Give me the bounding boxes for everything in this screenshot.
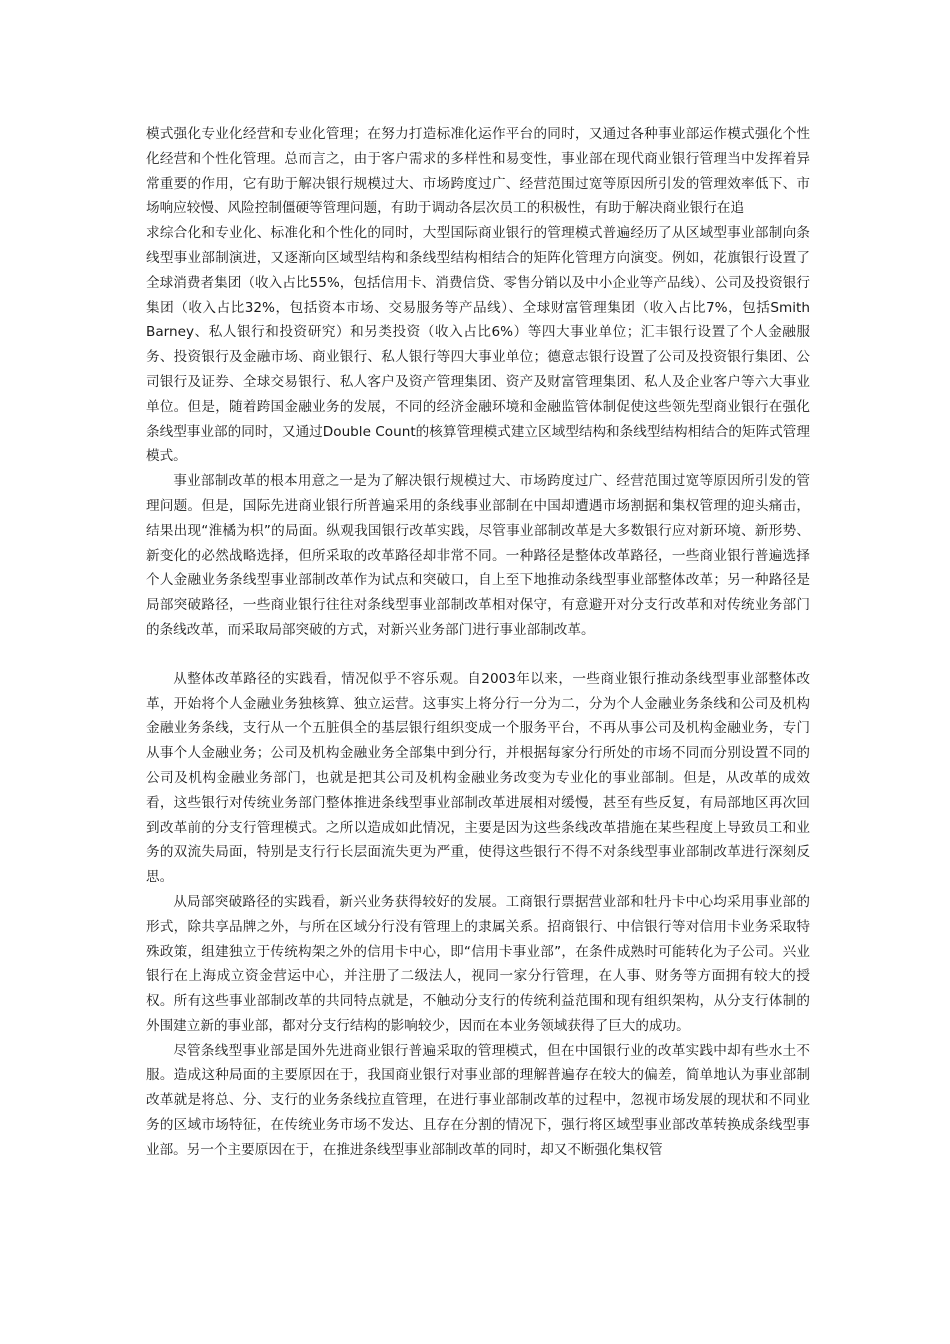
paragraph-5: 从局部突破路径的实践看，新兴业务获得较好的发展。工商银行票据营业部和牡丹卡中心均采用事业部的形式，除共享品牌之外，与所在区域分行没有管理上的隶属关系。招商银行、中信银行等对信用卡业务采取特殊政策，组建独立于传统构架之外的信用卡中心，即“信用卡事业部”，在条件成熟时可能转化为子公司。兴业银行在上海成立资金营运中心，并注册了二级法人，视同一家分行管理，在人事、财务等方面拥有较大的授权。所有这些事业部制改革的共同特点就是，不触动分支行的传统利益范围和现有组织架构，从分支行体制的外围建立新的事业部，都对分支行结构的影响较少，因而在本业务领域获得了巨大的成功。 <box>146 893 810 1034</box>
paragraph-2: 求综合化和专业化、标准化和个性化的同时，大型国际商业银行的管理模式普遍经历了从区域型事业部制向条线型事业部制演进，又逐渐向区域型结构和条线型结构相结合的矩阵化管理方向演变。例如，花旗银行设置了全球消费者集团（收入占比55%，包括信用卡、消费信贷、零售分销以及中小企业等产品线）、公司及投资银行集团（收入占比32%，包括资本市场、交易服务等产品线）、全球财富管理集团（收入占比7%，包括Smith Barney、私人银行和投资研究）和另类投资（收入占比6%）等四大事业单位；汇丰银行设置了个人金融服务、投资银行及金融市场、商业银行、私人银行等四大事业单位；德意志银行设置了公司及投资银行集团、公司银行及证券、全球交易银行、私人客户及资产管理集团、资产及财富管理集团、私人及企业客户等六大事业单位。但是，随着跨国金融业务的发展，不同的经济金融环境和金融监管体制促使这些领先型商业银行在强化条线型事业部的同时，又通过Double Count的核算管理模式建立区域型结构和条线型结构相结合的矩阵式管理模式。 <box>146 225 810 465</box>
paragraph-6: 尽管条线型事业部是国外先进商业银行普遍采取的管理模式，但在中国银行业的改革实践中却有些水土不服。造成这种局面的主要原因在于，我国商业银行对事业部的理解普遍存在较大的偏差，简单地认为事业部制改革就是将总、分、支行的业务条线拉直管理，在进行事业部制改革的过程中，忽视市场发展的现状和不同业务的区域市场特征，在传统业务市场不发达、且存在分割的情况下，强行将区域型事业部改革转换成条线型事业部。另一个主要原因在于，在推进条线型事业部制改革的同时，却又不断强化集权管 <box>146 1042 810 1158</box>
paragraph-1: 模式强化专业化经营和专业化管理；在努力打造标准化运作平台的同时，又通过各种事业部运作模式强化个性化经营和个性化管理。总而言之，由于客户需求的多样性和易变性，事业部在现代商业银行管理当中发挥着异常重要的作用，它有助于解决银行规模过大、市场跨度过广、经营范围过宽等原因所引发的管理效率低下、市场响应较慢、风险控制僵硬等管理问题，有助于调动各层次员工的积极性，有助于解决商业银行在追 <box>146 126 810 217</box>
paragraph-4: 从整体改革路径的实践看，情况似乎不容乐观。自2003年以来，一些商业银行推动条线型事业部整体改革，开始将个人金融业务独核算、独立运营。这事实上将分行一分为二，分为个人金融业务条线和公司及机构金融业务条线，支行从一个五脏俱全的基层银行组织变成一个服务平台，不再从事公司及机构金融业务，专门从事个人金融业务；公司及机构金融业务全部集中到分行，并根据每家分行所处的市场不同而分别设置不同的公司及机构金融业务部门，也就是把其公司及机构金融业务改变为专业化的事业部制。但是，从改革的成效看，这些银行对传统业务部门整体推进条线型事业部制改革进展相对缓慢，甚至有些反复，有局部地区再次回到改革前的分支行管理模式。之所以造成如此情况，主要是因为这些条线改革措施在某些程度上导致员工和业务的双流失局面，特别是支行行长层面流失更为严重，使得这些银行不得不对条线型事业部制改革进行深刻反思。 <box>146 670 810 886</box>
document-page <box>146 122 810 1163</box>
paragraph-3: 事业部制改革的根本用意之一是为了解决银行规模过大、市场跨度过广、经营范围过宽等原因所引发的管理问题。但是，国际先进商业银行所普遍采用的条线事业部制在中国却遭遇市场割据和集权管理的迎头痛击，结果出现“淮橘为枳”的局面。纵观我国银行改革实践，尽管事业部制改革是大多数银行应对新环境、新形势、新变化的必然战略选择，但所采取的改革路径却非常不同。一种路径是整体改革路径，一些商业银行普遍选择个人金融业务条线型事业部制改革作为试点和突破口，自上至下地推动条线型事业部整体改革；另一种路径是局部突破路径，一些商业银行往往对条线型事业部制改革相对保守，有意避开对分支行改革和对传统业务部门的条线改革，而采取局部突破的方式，对新兴业务部门进行事业部制改革。 <box>146 473 810 638</box>
